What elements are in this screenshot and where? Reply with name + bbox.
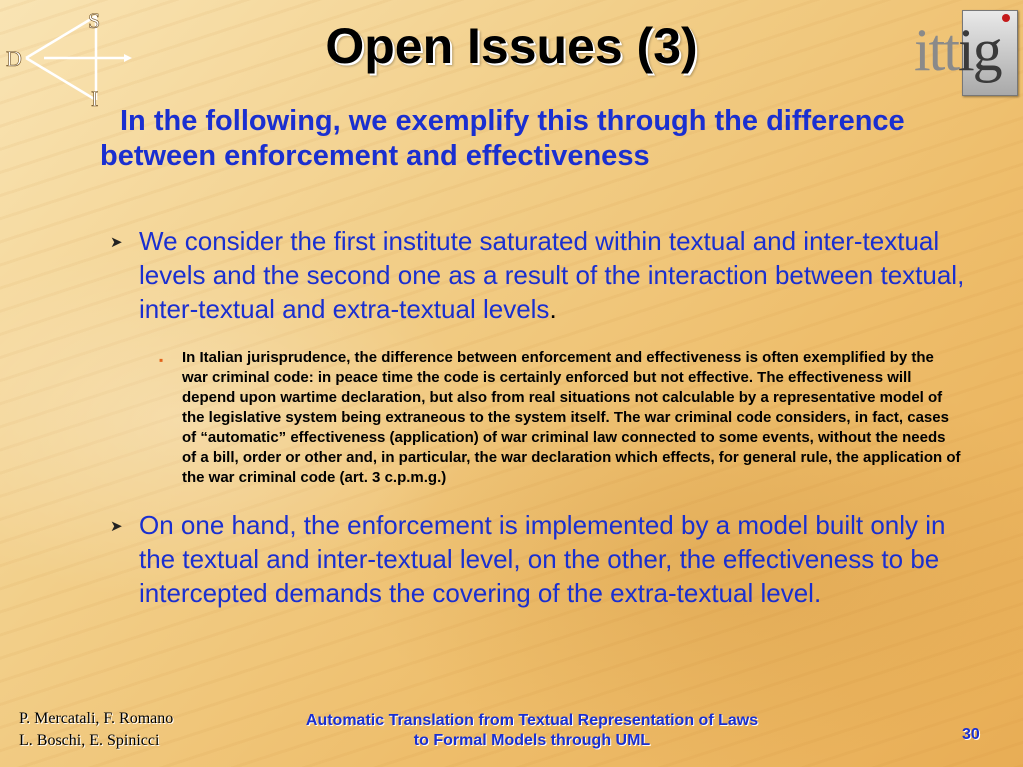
bullet-text: On one hand, the enforcement is implemented by a model built only in the textual and inter-textual level, on the other, the effectiveness to be intercepted demands the covering of the extra-textual level. xyxy=(139,510,946,608)
slide-subtitle: In the following, we exemplify this through the difference between enforcement and effectiveness xyxy=(100,105,905,172)
footer-presentation-title xyxy=(262,711,802,751)
footer-title-line-1: Automatic Translation from Textual Representation of Laws xyxy=(305,712,759,729)
bullet-item xyxy=(108,508,968,610)
footer-title-line-2: to Formal Models through UML xyxy=(413,732,651,749)
sub-bullet-item xyxy=(159,348,962,488)
logo-letter-d: D xyxy=(6,46,22,71)
bullet-list xyxy=(108,224,968,610)
footer-authors xyxy=(19,708,173,752)
square-bullet-icon: ▪ xyxy=(159,353,164,367)
logo-text: ittig xyxy=(914,17,1001,83)
arrow-bullet-icon: ➤ xyxy=(110,234,123,251)
bullet-trailing-period: . xyxy=(549,294,557,324)
authors-line-2: L. Boschi, E. Spinicci xyxy=(19,732,160,749)
logo-letter-i: I xyxy=(91,86,99,108)
page-number: 30 xyxy=(962,726,980,743)
arrow-bullet-icon: ➤ xyxy=(110,518,123,535)
bullet-text: We consider the first institute saturated within textual and inter-textual levels and the second one as a result of the interaction between textual, inter-textual and extra-textual levels xyxy=(139,226,965,324)
slide-title: Open Issues (3) xyxy=(325,18,698,74)
bullet-item xyxy=(108,224,968,326)
authors-line-1: P. Mercatali, F. Romano xyxy=(19,710,174,727)
sub-bullet-text: In Italian jurisprudence, the difference between enforcement and effectiveness is often exemplified by the war criminal code: in peace time the code is certainly enforced but not effective. The effectiveness will depend upon wartime declaration, but also from real situations not calculable by a representative model of the legislative system being extraneous to the system itself. The war criminal code considers, in fact, cases of “automatic” effectiveness (application) of war criminal law connected to some events, without the needs of a bill, order or other and, in particular, the war declaration which effects, for general rule, the application of the war criminal code (art. 3 c.p.m.g.) xyxy=(182,349,961,486)
logo-letter-s: S xyxy=(88,8,101,33)
